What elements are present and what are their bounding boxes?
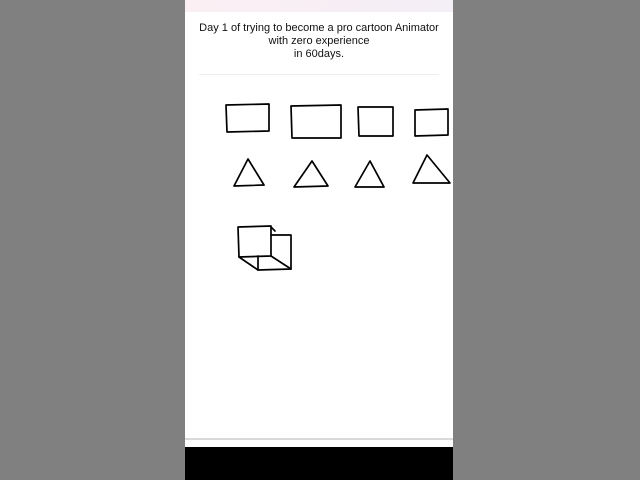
- rectangle-1: [226, 104, 269, 132]
- toolbar-divider: [199, 74, 439, 75]
- triangle-3: [355, 161, 384, 187]
- triangle-2: [294, 161, 328, 187]
- drawing-canvas[interactable]: [185, 80, 453, 436]
- cube-sketch: [238, 226, 291, 270]
- triangle-1: [234, 159, 264, 186]
- caption-line-2: with zero experience: [268, 35, 370, 47]
- rectangle-2: [291, 105, 341, 138]
- caption-line-1: Day 1 of trying to become a pro cartoon Animator: [199, 22, 439, 34]
- rectangle-4: [415, 109, 448, 136]
- status-strip: [185, 0, 453, 12]
- video-caption: [185, 22, 453, 61]
- bottom-navigation-bar: [185, 447, 453, 480]
- square-3: [358, 107, 393, 136]
- sketch: [185, 80, 453, 436]
- caption-line-3: in 60days.: [293, 48, 345, 60]
- phone-screen: [185, 0, 453, 480]
- drawing-toolbar: [185, 64, 453, 76]
- canvas-bottom-edge: [185, 438, 453, 440]
- triangle-4: [413, 155, 450, 183]
